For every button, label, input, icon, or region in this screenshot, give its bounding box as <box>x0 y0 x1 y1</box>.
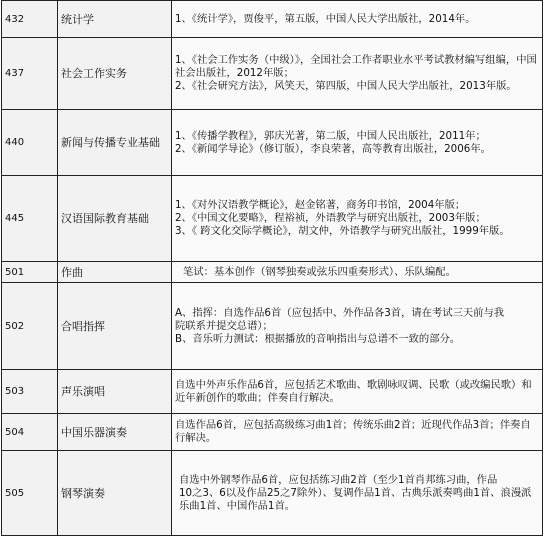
reference-text: 1、《社会工作实务（中级）》，全国社会工作者职业水平考试教材编写组编，中国社会出版社，2012年版； 2、《社会研究方法》，风笑天，第四版，中国人民大学出版社，2013年版。 <box>175 54 537 92</box>
subject-name: 声乐演唱 <box>58 370 172 414</box>
subject-name: 汉语国际教育基础 <box>58 176 172 262</box>
table-row <box>2 110 543 176</box>
subject-code: 437 <box>2 38 58 110</box>
subject-code: 502 <box>2 283 58 370</box>
table-row <box>2 414 543 451</box>
reference-cell <box>172 283 543 370</box>
subject-code: 440 <box>2 110 58 176</box>
subject-code: 501 <box>2 262 58 283</box>
reference-cell <box>172 110 543 176</box>
table-row <box>2 38 543 110</box>
subject-code: 504 <box>2 414 58 451</box>
reference-text: 自选作品6首，应包括高级练习曲1首；传统乐曲2首；近现代作品3首；伴奏自行解决。 <box>175 419 531 444</box>
reference-text: 自选中外声乐作品6首，应包括艺术歌曲、歌剧咏叹调、民歌（或改编民歌）和近年新创作的歌曲；伴奏自行解决。 <box>175 378 532 404</box>
reference-text: 1、《对外汉语教学概论》，赵金铭著，商务印书馆，2004年版； 2、《中国文化要略》，程裕祯，外语教学与研究出版社，2003年版； 3、《 跨文化交际学概论》，胡文仲，外语教学与研究出版社，1999年版。 <box>175 199 510 237</box>
reference-cell <box>172 262 543 283</box>
table-row <box>2 1 543 38</box>
table-row <box>2 176 543 262</box>
subject-name: 新闻与传播专业基础 <box>58 110 172 176</box>
reference-cell <box>172 1 543 38</box>
subject-code: 432 <box>2 1 58 38</box>
subject-name: 作曲 <box>58 262 172 283</box>
subject-name: 统计学 <box>58 1 172 38</box>
table-row <box>2 262 543 283</box>
exam-subject-table <box>1 0 543 536</box>
reference-cell <box>172 451 543 536</box>
reference-text: 笔试：基本创作（钢琴独奏或弦乐四重奏形式）、乐队编配。 <box>183 265 456 278</box>
subject-name: 社会工作实务 <box>58 38 172 110</box>
table-row <box>2 451 543 536</box>
reference-cell <box>172 370 543 414</box>
reference-cell <box>172 38 543 110</box>
reference-cell <box>172 176 543 262</box>
subject-code: 503 <box>2 370 58 414</box>
subject-code: 505 <box>2 451 58 536</box>
reference-cell <box>172 414 543 451</box>
table-row <box>2 283 543 370</box>
subject-name: 中国乐器演奏 <box>58 414 172 451</box>
table-row <box>2 370 543 414</box>
reference-text: 自选中外钢琴作品6首，应包括练习曲2首（至少1首肖邦练习曲，作品 10之3、6以及作品25之7除外）、复调作品1首、古典乐派奏鸣曲1首、浪漫派乐曲1首、中国作品1首。 <box>179 473 532 512</box>
reference-text: 1、《传播学教程》，郭庆光著，第二版，中国人民出版社，2011年； 2、《新闻学导论》（修订版），李良荣著，高等教育出版社，2006年。 <box>175 129 491 155</box>
subject-name: 合唱指挥 <box>58 283 172 370</box>
subject-name: 钢琴演奏 <box>58 451 172 536</box>
subject-code: 445 <box>2 176 58 262</box>
reference-text: A、指挥：自选作品6首（应包括中、外作品各3首，请在考试三天前与我 院联系并提交总谱）； B、音乐听力测试：根据播放的音响指出与总谱不一致的部分。 <box>175 306 505 345</box>
reference-text: 1、《统计学》，贾俊平，第五版，中国人民大学出版社，2014年。 <box>175 12 476 25</box>
